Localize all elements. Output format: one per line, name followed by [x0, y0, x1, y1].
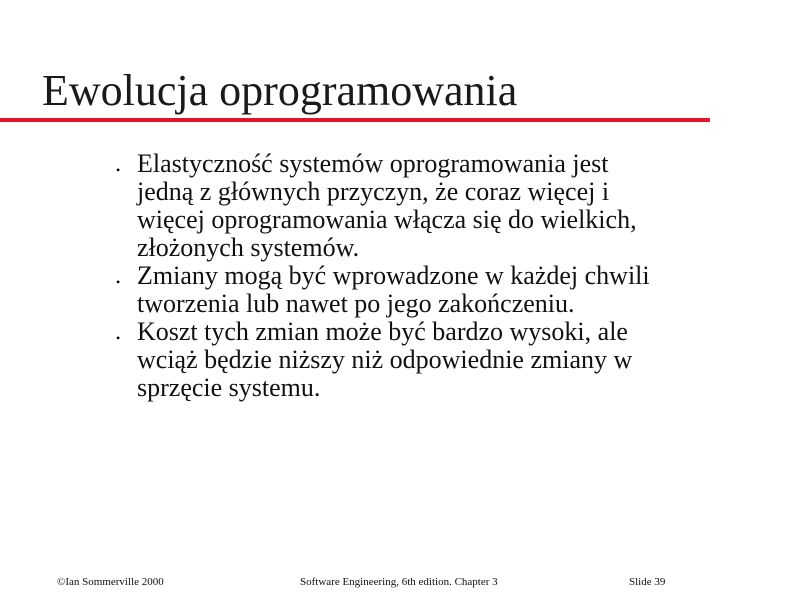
bullet-line: tworzenia lub nawet po jego zakończeniu. — [137, 289, 575, 318]
bullet-text — [137, 150, 777, 262]
bullet-list — [0, 150, 810, 402]
bullet-line: wciąż będzie niższy niż odpowiednie zmiany w — [137, 345, 633, 374]
title-underline — [0, 118, 710, 122]
bullet-line: jedną z głównych przyczyn, że coraz więcej i — [137, 177, 610, 206]
bullet-item — [0, 318, 810, 402]
footer-book-title: Software Engineering, 6th edition. Chapter 3 — [300, 576, 498, 588]
bullet-item — [0, 150, 810, 262]
bullet-dot-icon: • — [116, 331, 121, 345]
footer-slide-number: Slide 39 — [629, 576, 666, 588]
bullet-text — [137, 262, 777, 318]
bullet-line: Elastyczność systemów oprogramowania jest — [137, 149, 609, 178]
bullet-dot-icon: • — [116, 163, 121, 177]
bullet-text — [137, 318, 777, 402]
bullet-line: Zmiany mogą być wprowadzone w każdej chwili — [137, 261, 650, 290]
bullet-line: więcej oprogramowania włącza się do wielkich, — [137, 205, 637, 234]
bullet-item — [0, 262, 810, 318]
bullet-line: sprzęcie systemu. — [137, 373, 321, 402]
bullet-line: złożonych systemów. — [137, 233, 360, 262]
footer-copyright: ©Ian Sommerville 2000 — [57, 576, 164, 588]
bullet-dot-icon: • — [116, 275, 121, 289]
bullet-line: Koszt tych zmian może być bardzo wysoki, ale — [137, 317, 628, 346]
slide-title: Ewolucja oprogramowania — [42, 66, 518, 115]
